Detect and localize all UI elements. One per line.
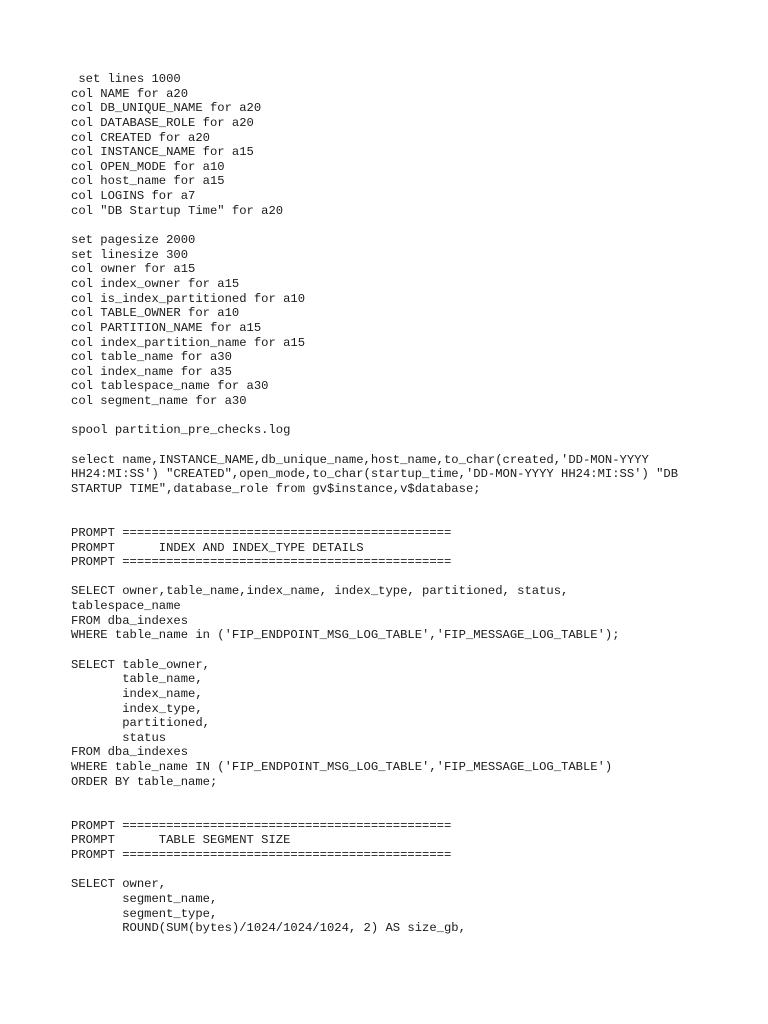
code-line [71,511,731,526]
code-line: ORDER BY table_name; [71,774,218,789]
code-line [71,643,731,658]
code-line: FROM dba_indexes [71,613,189,628]
code-line [71,570,731,585]
code-line [71,497,731,512]
code-line: segment_type, [71,906,218,921]
code-line: col owner for a15 [71,262,196,277]
code-line: col PARTITION_NAME for a15 [71,320,262,335]
code-line: tablespace_name [71,599,181,614]
code-line: index_name, [71,686,203,701]
code-line: SELECT table_owner, [71,657,210,672]
code-line: col OPEN_MODE for a10 [71,159,225,174]
code-line: index_type, [71,701,203,716]
code-line: col TABLE_OWNER for a10 [71,306,240,321]
code-line: select name,INSTANCE_NAME,db_unique_name,host_name,to_char(created,'DD-MON-YYYY [71,452,649,467]
code-line: table_name, [71,672,203,687]
code-line [71,804,731,819]
code-line: FROM dba_indexes [71,745,189,760]
code-line: set pagesize 2000 [71,233,196,248]
code-line [71,863,731,878]
code-line: col is_index_partitioned for a10 [71,291,306,306]
code-line [71,438,731,453]
code-line: HH24:MI:SS') "CREATED",open_mode,to_char(startup_time,'DD-MON-YYYY HH24:MI:SS') "DB [71,467,679,482]
code-line: col NAME for a20 [71,86,189,101]
code-line: spool partition_pre_checks.log [71,423,291,438]
code-line: status [71,730,167,745]
code-line: WHERE table_name IN ('FIP_ENDPOINT_MSG_LOG_TABLE','FIP_MESSAGE_LOG_TABLE') [71,760,613,775]
sql-script-document [71,72,731,936]
code-line [71,789,731,804]
code-line: SELECT owner,table_name,index_name, index_type, partitioned, status, [71,584,569,599]
code-line: WHERE table_name in ('FIP_ENDPOINT_MSG_LOG_TABLE','FIP_MESSAGE_LOG_TABLE'); [71,628,620,643]
code-line: partitioned, [71,716,210,731]
code-line: segment_name, [71,891,218,906]
code-line: PROMPT ============================================= [71,555,452,570]
code-line: col host_name for a15 [71,174,225,189]
code-line: col index_partition_name for a15 [71,335,306,350]
code-line: col tablespace_name for a30 [71,379,269,394]
code-line: PROMPT INDEX AND INDEX_TYPE DETAILS [71,540,364,555]
code-line: col "DB Startup Time" for a20 [71,203,284,218]
code-line: col CREATED for a20 [71,130,210,145]
code-line: col INSTANCE_NAME for a15 [71,145,254,160]
code-line: col DATABASE_ROLE for a20 [71,115,254,130]
code-line: STARTUP TIME",database_role from gv$instance,v$database; [71,481,481,496]
code-line [71,409,731,424]
code-line: ROUND(SUM(bytes)/1024/1024/1024, 2) AS size_gb, [71,921,466,936]
code-line: PROMPT ============================================= [71,847,452,862]
code-line: col index_owner for a15 [71,276,240,291]
code-line: SELECT owner, [71,877,167,892]
code-line: PROMPT ============================================= [71,525,452,540]
code-line: col DB_UNIQUE_NAME for a20 [71,101,262,116]
code-line: PROMPT TABLE SEGMENT SIZE [71,833,291,848]
code-line: set lines 1000 [71,72,181,86]
code-line: set linesize 300 [71,247,189,262]
code-line: col LOGINS for a7 [71,189,196,204]
code-line: col segment_name for a30 [71,394,247,409]
code-line: col index_name for a35 [71,364,232,379]
code-line [71,218,731,233]
code-line: PROMPT ============================================= [71,818,452,833]
code-line: col table_name for a30 [71,350,232,365]
